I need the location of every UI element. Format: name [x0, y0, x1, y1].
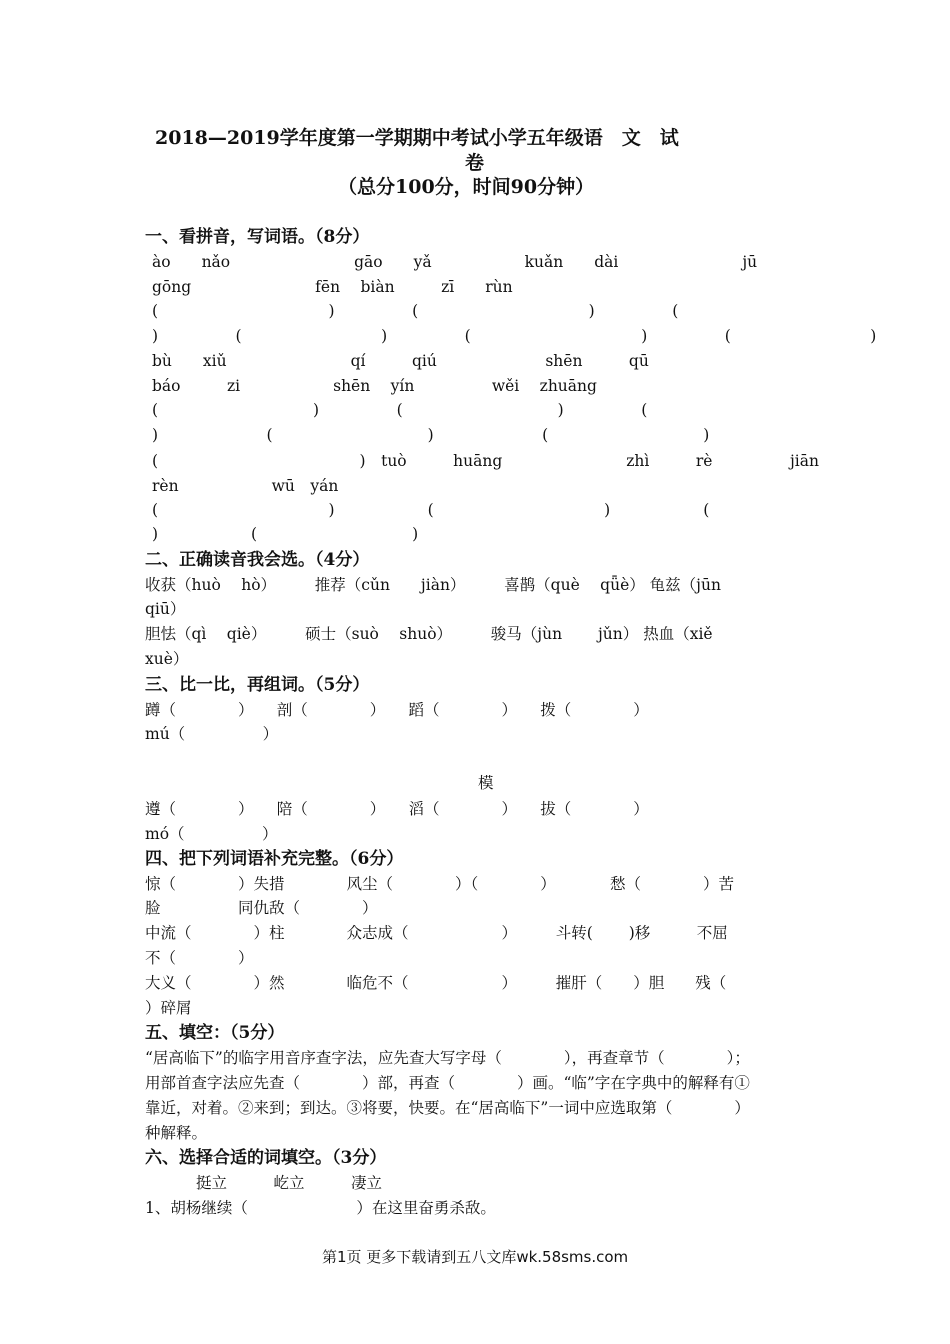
- pinyin-line: gōng fēn biàn zī rùn: [152, 278, 513, 296]
- question-line: 用部首查字法应先查（ ）部，再查（ ）画。“临”字在字典中的解释有①: [145, 1074, 750, 1092]
- question-line: “居高临下”的临字用音序查字法，应先查大写字母（ ），再查章节（ ）；: [145, 1049, 750, 1067]
- pinyin-line: ào nǎo gāo yǎ kuǎn dài jū: [152, 253, 758, 271]
- section-5-heading: 五、填空：（5分）: [145, 1023, 285, 1043]
- question-line: 遵（ ） 陪（ ） 滔（ ） 拔（ ）: [145, 800, 649, 818]
- section-6-heading: 六、选择合适的词填空。（3分）: [145, 1148, 387, 1168]
- question-line: 中流（ ）柱 众志成（ ） 斗转( )移 不屈: [145, 924, 728, 942]
- question-line: 1、胡杨继续（ ）在这里奋勇杀敌。: [145, 1199, 496, 1217]
- answer-blank-line: ( ) ( ) (: [152, 401, 648, 419]
- pinyin-line: ( ) tuò huāng zhì rè jiān: [152, 452, 819, 470]
- word-choices: 挺立 屹立 凄立: [196, 1174, 383, 1192]
- question-line: 不（ ）: [145, 949, 254, 967]
- question-line: 蹲（ ） 剖（ ） 蹈（ ） 拨（ ）: [145, 701, 649, 719]
- question-line: mú（ ）: [145, 725, 279, 743]
- section-2-heading: 二、正确读音我会选。（4分）: [145, 550, 370, 570]
- title-line-1: 2018—2019学年度第一学期期中考试小学五年级语 文 试: [155, 127, 679, 149]
- title-line-2: 卷: [465, 152, 485, 174]
- question-line: 惊（ ）失措 风尘（ ）（ ） 愁（ ）苦: [145, 875, 735, 893]
- section-4-heading: 四、把下列词语补充完整。（6分）: [145, 849, 404, 869]
- answer-blank-line: ) ( ) ( ) ( ): [152, 327, 877, 345]
- question-line: mó（ ）: [145, 825, 278, 843]
- question-line: 模: [478, 774, 494, 792]
- section-1-heading: 一、看拼音，写词语。（8分）: [145, 227, 370, 247]
- question-line: 脸 同仇敌（ ）: [145, 899, 378, 917]
- section-3-heading: 三、比一比，再组词。（5分）: [145, 675, 370, 695]
- answer-blank-line: ) ( ) ( ): [152, 426, 710, 444]
- pinyin-line: bù xiǔ qí qiú shēn qū: [152, 352, 649, 370]
- question-line: 胆怯（qì qiè） 硕士（suò shuò） 骏马（jùn jǔn） 热血（xiě: [145, 625, 713, 643]
- question-line: qiū）: [145, 600, 186, 618]
- question-line: 种解释。: [145, 1124, 208, 1142]
- pinyin-line: rèn wū yán: [152, 477, 339, 495]
- pinyin-line: báo zi shēn yín wěi zhuāng: [152, 377, 597, 395]
- page-footer: 第1页 更多下载请到五八文库wk.58sms.com: [322, 1248, 629, 1266]
- answer-blank-line: ( ) ( ) (: [152, 501, 710, 519]
- subtitle: （总分100分，时间90分钟）: [338, 176, 595, 198]
- answer-blank-line: ) ( ): [152, 525, 419, 543]
- answer-blank-line: ( ) ( ) (: [152, 302, 679, 320]
- question-line: 收获（huò hò） 推荐（cǔn jiàn） 喜鹊（què qǖè） 龟兹（jūn: [145, 576, 721, 594]
- question-line: 大义（ ）然 临危不（ ） 摧肝（ ）胆 残（: [145, 974, 727, 992]
- question-line: ）碎屑: [145, 999, 192, 1017]
- question-line: 靠近，对着。②来到；到达。③将要，快要。在“居高临下”一词中应选取第（ ）: [145, 1099, 750, 1117]
- question-line: xuè）: [145, 650, 189, 668]
